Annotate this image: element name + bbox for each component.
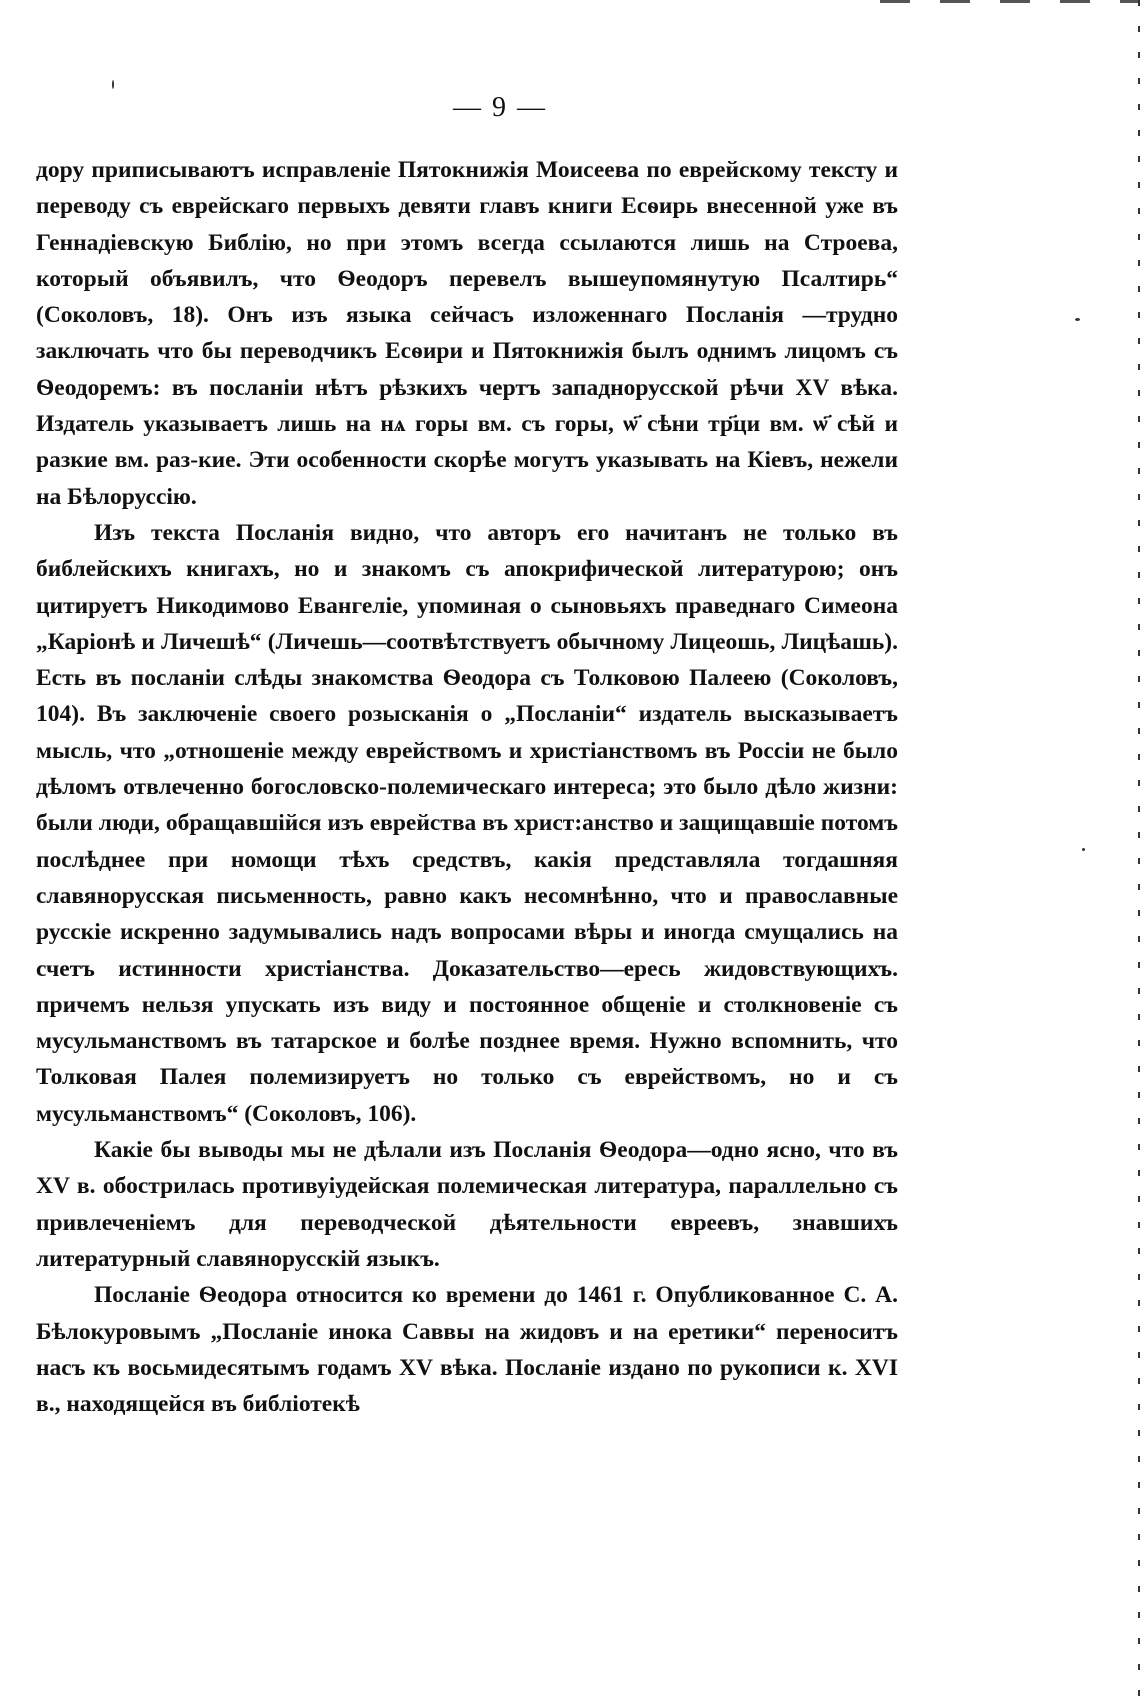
scan-speck (1075, 318, 1080, 321)
scan-speck (1082, 848, 1085, 851)
paragraph-1: дору приписываютъ исправленіе Пятокнижія Моисеева по еврейскому тексту и переводу съ еврейскаго первыхъ девяти главъ книги Есѳирь внесенной уже въ Геннадіевскую Библію, но при этомъ всегда ссылаются лишь на Строева, который объявилъ, что Ѳеодоръ перевелъ вышеупомянутую Псалтирь“ (Соколовъ, 18). Онъ изъ языка сейчасъ изложеннаго Посланія —трудно заключать что бы переводчикъ Есѳири и Пятокнижія былъ однимъ лицомъ съ Ѳеодоремъ: въ посланіи нѣтъ рѣзкихъ чертъ западнорусской рѣчи XV вѣка. Издатель указываетъ лишь на нѧ горы вм. съ горы, ѡ҃ сѣни тр҃ци вм. ѡ҃ сѣй и разкие вм. раз-кие. Эти особенности скорѣе могутъ указывать на Кіевъ, нежели на Бѣлоруссію. (36, 157, 898, 510)
scan-edge-top (880, 0, 1140, 3)
paragraph-4: Посланіе Ѳеодора относится ко времени до 1461 г. Опубликованное С. А. Бѣлокуровымъ „Посланіе инока Саввы на жидовъ и на еретики“ переноситъ насъ къ восьмидесятымъ годамъ XV вѣка. Посланіе издано по рукописи к. XVI в., находящейся въ библіотекѣ (36, 1282, 898, 1418)
page-number: — 9 — (453, 92, 547, 123)
paragraph-3: Какіе бы выводы мы не дѣлали изъ Посланія Ѳеодора—одно ясно, что въ XV в. обострилась противуіудейская полемическая литература, параллельно съ привлеченіемъ для переводческой дѣятельности евреевъ, знавшихъ литературный славянорусскій языкъ. (36, 1137, 898, 1272)
scan-speck (112, 80, 114, 89)
paragraph-2: Изъ текста Посланія видно, что авторъ его начитанъ не только въ библейскихъ книгахъ, но и знакомъ съ апокрифической литературою; онъ цитируетъ Никодимово Евангеліе, упоминая о сыновьяхъ праведнаго Симеона „Каріонѣ и Личешѣ“ (Личешь—соотвѣтствуетъ обычному Лицеошь, Лицѣашь). Есть въ посланіи слѣды знакомства Ѳеодора съ Толковою Палеею (Соколовъ, 104). Въ заключеніе своего розысканія о „Посланіи“ издатель высказываетъ мысль, что „отношеніе между еврействомъ и христіанствомъ въ Россіи не было дѣломъ отвлеченно богословско-полемическаго интереса; это было дѣло жизни: были люди, обращавшійся изъ еврейства въ христ:анство и защищавшіе потомъ послѣднее при номощи тѣхъ средствъ, какія представляла тогдашняя славянорусская письменность, равно какъ несомнѣнно, что и православные русскіе искренно задумывались надъ вопросами вѣры и иногда смущались на счетъ истинности христіанства. Доказательство—ересь жидовствующихъ. причемъ нельзя упускать изъ виду и постоянное общеніе и столкновеніе съ мусульманствомъ въ татарское и болѣе позднее время. Нужно вспомнить, что Толковая Палея полемизируетъ но только съ еврействомъ, но и съ мусульманствомъ“ (Соколовъ, 106). (36, 519, 898, 1127)
body-text (36, 152, 898, 1422)
